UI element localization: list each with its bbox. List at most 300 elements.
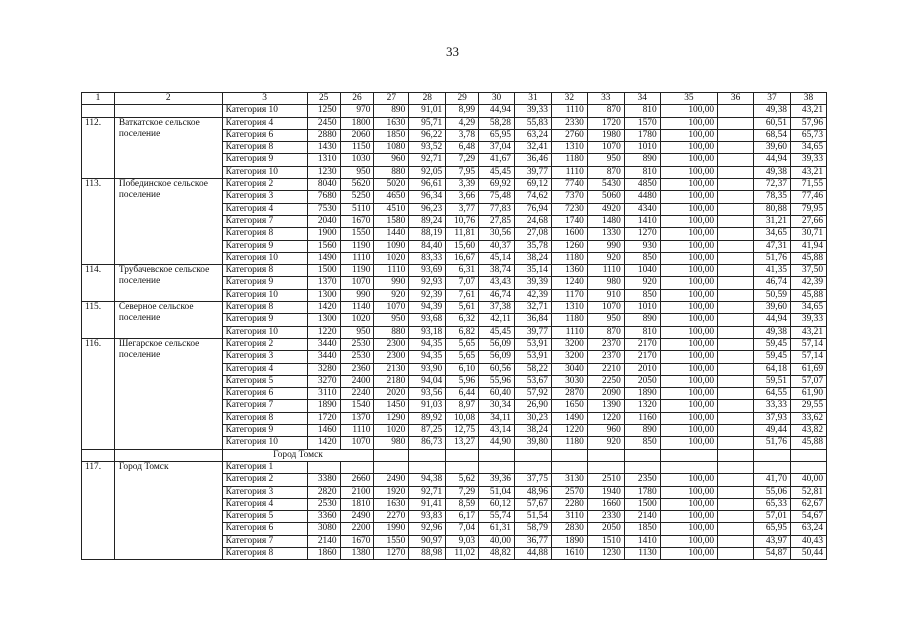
value-cell: 920 — [374, 289, 409, 301]
value-cell: 850 — [624, 289, 660, 301]
value-cell: 1810 — [340, 498, 374, 510]
value-cell: 1370 — [340, 412, 374, 424]
value-cell: 890 — [374, 105, 409, 117]
value-cell: 2330 — [551, 117, 587, 129]
value-cell: 54,67 — [790, 511, 826, 523]
column-header: 3 — [222, 93, 307, 105]
settlement-name — [114, 105, 222, 117]
value-cell: 1150 — [340, 142, 374, 154]
value-cell: 61,69 — [790, 363, 826, 375]
value-cell: 42,39 — [790, 277, 826, 289]
value-cell: 15,60 — [446, 240, 479, 252]
value-cell — [718, 129, 754, 141]
value-cell: 47,31 — [754, 240, 791, 252]
value-cell: 100,00 — [660, 252, 717, 264]
value-cell: 5,61 — [446, 302, 479, 314]
value-cell: 7,07 — [446, 277, 479, 289]
value-cell: 870 — [587, 105, 624, 117]
value-cell: 34,65 — [790, 302, 826, 314]
value-cell: 94,35 — [409, 351, 446, 363]
value-cell: 7530 — [307, 203, 340, 215]
value-cell: 990 — [340, 289, 374, 301]
value-cell: 38,24 — [514, 252, 551, 264]
value-cell: 39,77 — [514, 166, 551, 178]
value-cell: 7740 — [551, 179, 587, 191]
value-cell: 960 — [374, 154, 409, 166]
table-row — [82, 302, 827, 314]
value-cell: 1780 — [624, 129, 660, 141]
value-cell: 100,00 — [660, 142, 717, 154]
value-cell: 2820 — [307, 486, 340, 498]
value-cell: 1900 — [307, 228, 340, 240]
value-cell: 46,74 — [479, 289, 515, 301]
value-cell: 61,31 — [479, 523, 515, 535]
value-cell: 2050 — [587, 523, 624, 535]
value-cell: 96,23 — [409, 203, 446, 215]
category-cell: Категория 7 — [222, 215, 307, 227]
value-cell: 1670 — [340, 535, 374, 547]
category-cell: Категория 8 — [222, 547, 307, 559]
value-cell: 920 — [624, 277, 660, 289]
value-cell: 850 — [624, 252, 660, 264]
value-cell: 44,88 — [514, 547, 551, 559]
value-cell: 1110 — [551, 166, 587, 178]
value-cell: 1180 — [551, 252, 587, 264]
value-cell: 42,39 — [514, 289, 551, 301]
value-cell — [718, 400, 754, 412]
value-cell: 2020 — [374, 388, 409, 400]
value-cell — [718, 437, 754, 449]
value-cell: 92,71 — [409, 486, 446, 498]
value-cell: 1070 — [587, 302, 624, 314]
value-cell: 93,90 — [409, 363, 446, 375]
value-cell — [718, 474, 754, 486]
value-cell: 880 — [374, 326, 409, 338]
value-cell: 3200 — [551, 338, 587, 350]
category-cell: Категория 2 — [222, 474, 307, 486]
category-cell: Категория 3 — [222, 191, 307, 203]
value-cell: 3440 — [307, 338, 340, 350]
value-cell: 50,59 — [754, 289, 791, 301]
table-row — [82, 265, 827, 277]
category-cell: Категория 10 — [222, 166, 307, 178]
value-cell: 1480 — [587, 215, 624, 227]
value-cell: 78,35 — [754, 191, 791, 203]
value-cell: 1650 — [551, 400, 587, 412]
column-header: 25 — [307, 93, 340, 105]
table-row — [82, 105, 827, 117]
category-cell: Категория 4 — [222, 498, 307, 510]
value-cell: 1230 — [587, 547, 624, 559]
value-cell: 2400 — [340, 375, 374, 387]
value-cell: 2760 — [551, 129, 587, 141]
empty-cell — [624, 449, 660, 461]
value-cell: 3380 — [307, 474, 340, 486]
value-cell: 8,99 — [446, 105, 479, 117]
value-cell: 58,28 — [479, 117, 515, 129]
value-cell: 4850 — [624, 179, 660, 191]
value-cell: 5,62 — [446, 474, 479, 486]
value-cell: 88,98 — [409, 547, 446, 559]
value-cell: 880 — [374, 166, 409, 178]
value-cell: 44,90 — [479, 437, 515, 449]
category-cell: Категория 7 — [222, 535, 307, 547]
value-cell: 52,81 — [790, 486, 826, 498]
row-number: 115. — [82, 302, 115, 339]
value-cell: 31,21 — [754, 215, 791, 227]
value-cell: 1190 — [340, 265, 374, 277]
value-cell: 12,75 — [446, 425, 479, 437]
value-cell: 49,38 — [754, 326, 791, 338]
value-cell: 2180 — [374, 375, 409, 387]
value-cell: 60,12 — [479, 498, 515, 510]
value-cell: 49,38 — [754, 166, 791, 178]
value-cell: 49,44 — [754, 425, 791, 437]
empty-cell — [718, 449, 754, 461]
value-cell: 37,93 — [754, 412, 791, 424]
category-cell: Категория 9 — [222, 425, 307, 437]
category-cell: Категория 7 — [222, 400, 307, 412]
value-cell: 990 — [374, 277, 409, 289]
value-cell: 3200 — [551, 351, 587, 363]
value-cell: 2510 — [587, 474, 624, 486]
value-cell: 96,34 — [409, 191, 446, 203]
page-number: 33 — [446, 44, 459, 59]
value-cell: 3280 — [307, 363, 340, 375]
value-cell: 43,43 — [479, 277, 515, 289]
value-cell: 100,00 — [660, 511, 717, 523]
column-header: 34 — [624, 93, 660, 105]
value-cell: 1110 — [374, 265, 409, 277]
empty-cell — [409, 449, 446, 461]
value-cell — [718, 215, 754, 227]
value-cell: 1630 — [374, 117, 409, 129]
value-cell: 75,48 — [479, 191, 515, 203]
data-table-wrapper — [81, 92, 827, 560]
category-cell: Категория 2 — [222, 338, 307, 350]
value-cell: 64,55 — [754, 388, 791, 400]
value-cell: 13,27 — [446, 437, 479, 449]
column-header: 32 — [551, 93, 587, 105]
value-cell: 1670 — [340, 215, 374, 227]
value-cell: 2370 — [587, 338, 624, 350]
value-cell: 100,00 — [660, 425, 717, 437]
value-cell: 1260 — [551, 240, 587, 252]
value-cell: 38,74 — [479, 265, 515, 277]
value-cell: 1010 — [624, 142, 660, 154]
value-cell: 77,83 — [479, 203, 515, 215]
value-cell: 2450 — [307, 117, 340, 129]
value-cell: 35,78 — [514, 240, 551, 252]
category-cell: Категория 10 — [222, 437, 307, 449]
value-cell: 41,35 — [754, 265, 791, 277]
value-cell: 1410 — [624, 535, 660, 547]
value-cell: 56,09 — [479, 351, 515, 363]
value-cell: 2490 — [340, 511, 374, 523]
value-cell: 2350 — [624, 474, 660, 486]
value-cell: 7,04 — [446, 523, 479, 535]
value-cell: 39,33 — [790, 154, 826, 166]
value-cell: 39,77 — [514, 326, 551, 338]
value-cell: 57,92 — [514, 388, 551, 400]
value-cell: 5020 — [374, 179, 409, 191]
value-cell: 50,44 — [790, 547, 826, 559]
value-cell: 46,74 — [754, 277, 791, 289]
value-cell: 1010 — [624, 302, 660, 314]
value-cell — [718, 240, 754, 252]
value-cell: 90,97 — [409, 535, 446, 547]
value-cell: 93,18 — [409, 326, 446, 338]
value-cell — [718, 289, 754, 301]
value-cell: 2090 — [587, 388, 624, 400]
value-cell: 93,68 — [409, 314, 446, 326]
value-cell: 1110 — [340, 425, 374, 437]
value-cell: 2200 — [340, 523, 374, 535]
category-cell: Категория 8 — [222, 265, 307, 277]
value-cell: 45,88 — [790, 437, 826, 449]
value-cell — [718, 314, 754, 326]
value-cell — [660, 461, 717, 473]
value-cell: 2130 — [374, 363, 409, 375]
value-cell: 1030 — [340, 154, 374, 166]
value-cell: 1180 — [551, 437, 587, 449]
value-cell: 36,84 — [514, 314, 551, 326]
value-cell: 32,41 — [514, 142, 551, 154]
value-cell: 6,32 — [446, 314, 479, 326]
value-cell: 53,91 — [514, 338, 551, 350]
value-cell: 1440 — [374, 228, 409, 240]
value-cell: 51,76 — [754, 437, 791, 449]
value-cell: 30,23 — [514, 412, 551, 424]
value-cell: 1070 — [587, 142, 624, 154]
value-cell: 2830 — [551, 523, 587, 535]
row-number — [82, 105, 115, 117]
value-cell: 48,82 — [479, 547, 515, 559]
value-cell: 1920 — [374, 486, 409, 498]
value-cell: 2210 — [587, 363, 624, 375]
value-cell: 890 — [624, 425, 660, 437]
value-cell: 100,00 — [660, 498, 717, 510]
value-cell: 1020 — [340, 314, 374, 326]
table-row — [82, 338, 827, 350]
value-cell: 1740 — [551, 215, 587, 227]
value-cell: 56,09 — [479, 338, 515, 350]
value-cell: 41,94 — [790, 240, 826, 252]
value-cell: 100,00 — [660, 179, 717, 191]
value-cell: 7370 — [551, 191, 587, 203]
value-cell: 950 — [374, 314, 409, 326]
value-cell: 810 — [624, 326, 660, 338]
value-cell: 1580 — [374, 215, 409, 227]
value-cell: 870 — [587, 166, 624, 178]
value-cell: 100,00 — [660, 314, 717, 326]
value-cell: 93,52 — [409, 142, 446, 154]
value-cell: 3130 — [551, 474, 587, 486]
value-cell: 40,00 — [790, 474, 826, 486]
header-row — [82, 93, 827, 105]
value-cell: 95,71 — [409, 117, 446, 129]
value-cell: 1130 — [624, 547, 660, 559]
value-cell: 1140 — [340, 302, 374, 314]
value-cell: 79,95 — [790, 203, 826, 215]
value-cell: 3,66 — [446, 191, 479, 203]
value-cell: 1080 — [374, 142, 409, 154]
value-cell: 100,00 — [660, 277, 717, 289]
empty-cell — [660, 449, 717, 461]
value-cell: 10,76 — [446, 215, 479, 227]
value-cell: 6,31 — [446, 265, 479, 277]
settlement-name: Шегарское сельское поселение — [114, 338, 222, 449]
category-cell: Категория 4 — [222, 363, 307, 375]
value-cell: 1330 — [587, 228, 624, 240]
value-cell: 39,39 — [514, 277, 551, 289]
value-cell: 980 — [374, 437, 409, 449]
empty-cell — [374, 449, 409, 461]
value-cell: 950 — [587, 314, 624, 326]
value-cell: 980 — [587, 277, 624, 289]
value-cell: 100,00 — [660, 363, 717, 375]
value-cell: 84,40 — [409, 240, 446, 252]
column-header: 36 — [718, 93, 754, 105]
value-cell: 910 — [587, 289, 624, 301]
column-header: 28 — [409, 93, 446, 105]
value-cell: 1320 — [624, 400, 660, 412]
value-cell: 1110 — [587, 265, 624, 277]
category-cell: Категория 6 — [222, 388, 307, 400]
value-cell: 100,00 — [660, 523, 717, 535]
value-cell: 65,33 — [754, 498, 791, 510]
value-cell: 40,43 — [790, 535, 826, 547]
value-cell — [718, 117, 754, 129]
row-number: 113. — [82, 179, 115, 265]
value-cell: 1890 — [551, 535, 587, 547]
value-cell: 1460 — [307, 425, 340, 437]
value-cell: 43,82 — [790, 425, 826, 437]
value-cell: 1190 — [340, 240, 374, 252]
value-cell: 42,11 — [479, 314, 515, 326]
value-cell: 1070 — [340, 277, 374, 289]
value-cell: 38,24 — [514, 425, 551, 437]
value-cell: 5,65 — [446, 338, 479, 350]
value-cell: 37,75 — [514, 474, 551, 486]
value-cell: 57,96 — [790, 117, 826, 129]
value-cell: 1450 — [374, 400, 409, 412]
value-cell: 1500 — [624, 498, 660, 510]
category-cell: Категория 8 — [222, 228, 307, 240]
value-cell: 100,00 — [660, 375, 717, 387]
empty-cell — [551, 449, 587, 461]
value-cell: 36,46 — [514, 154, 551, 166]
value-cell: 34,65 — [754, 228, 791, 240]
value-cell: 2140 — [624, 511, 660, 523]
value-cell: 7,95 — [446, 166, 479, 178]
value-cell: 5250 — [340, 191, 374, 203]
value-cell: 1270 — [374, 547, 409, 559]
value-cell: 1890 — [307, 400, 340, 412]
value-cell: 2490 — [374, 474, 409, 486]
value-cell: 2360 — [340, 363, 374, 375]
value-cell: 9,03 — [446, 535, 479, 547]
value-cell: 74,62 — [514, 191, 551, 203]
value-cell: 2330 — [587, 511, 624, 523]
value-cell: 77,46 — [790, 191, 826, 203]
value-cell: 1550 — [340, 228, 374, 240]
value-cell: 92,05 — [409, 166, 446, 178]
value-cell: 100,00 — [660, 228, 717, 240]
settlement-name: Трубачевское сельское поселение — [114, 265, 222, 302]
value-cell: 1780 — [624, 486, 660, 498]
value-cell: 2530 — [307, 498, 340, 510]
value-cell: 87,25 — [409, 425, 446, 437]
value-cell: 49,38 — [754, 105, 791, 117]
value-cell: 5620 — [340, 179, 374, 191]
value-cell: 1720 — [307, 412, 340, 424]
value-cell: 1600 — [551, 228, 587, 240]
value-cell — [718, 154, 754, 166]
value-cell — [551, 461, 587, 473]
value-cell: 27,66 — [790, 215, 826, 227]
category-cell: Категория 6 — [222, 523, 307, 535]
value-cell: 1430 — [307, 142, 340, 154]
value-cell: 100,00 — [660, 400, 717, 412]
value-cell — [446, 461, 479, 473]
value-cell: 100,00 — [660, 265, 717, 277]
value-cell: 1360 — [551, 265, 587, 277]
value-cell: 2240 — [340, 388, 374, 400]
value-cell: 1660 — [587, 498, 624, 510]
value-cell: 1500 — [307, 265, 340, 277]
value-cell — [718, 203, 754, 215]
value-cell: 32,71 — [514, 302, 551, 314]
value-cell: 35,14 — [514, 265, 551, 277]
value-cell: 1300 — [307, 289, 340, 301]
value-cell: 53,91 — [514, 351, 551, 363]
value-cell: 890 — [624, 154, 660, 166]
value-cell: 93,56 — [409, 388, 446, 400]
value-cell: 51,54 — [514, 511, 551, 523]
value-cell: 7680 — [307, 191, 340, 203]
value-cell: 1110 — [551, 105, 587, 117]
value-cell: 53,67 — [514, 375, 551, 387]
value-cell — [790, 461, 826, 473]
category-cell: Категория 8 — [222, 302, 307, 314]
value-cell — [718, 105, 754, 117]
value-cell: 100,00 — [660, 351, 717, 363]
value-cell: 45,14 — [479, 252, 515, 264]
value-cell: 91,41 — [409, 498, 446, 510]
value-cell: 7230 — [551, 203, 587, 215]
value-cell: 2040 — [307, 215, 340, 227]
value-cell: 1160 — [624, 412, 660, 424]
value-cell: 33,33 — [754, 400, 791, 412]
value-cell — [718, 326, 754, 338]
category-cell: Категория 9 — [222, 154, 307, 166]
value-cell: 68,54 — [754, 129, 791, 141]
settlement-name: Северное сельское поселение — [114, 302, 222, 339]
value-cell: 1110 — [551, 326, 587, 338]
value-cell: 69,92 — [479, 179, 515, 191]
value-cell: 100,00 — [660, 302, 717, 314]
empty-cell — [446, 449, 479, 461]
value-cell: 43,21 — [790, 166, 826, 178]
settlement-name: Город Томск — [114, 461, 222, 559]
value-cell: 60,40 — [479, 388, 515, 400]
value-cell: 5,96 — [446, 375, 479, 387]
value-cell — [718, 523, 754, 535]
value-cell — [718, 166, 754, 178]
value-cell: 57,14 — [790, 351, 826, 363]
value-cell: 1240 — [551, 277, 587, 289]
